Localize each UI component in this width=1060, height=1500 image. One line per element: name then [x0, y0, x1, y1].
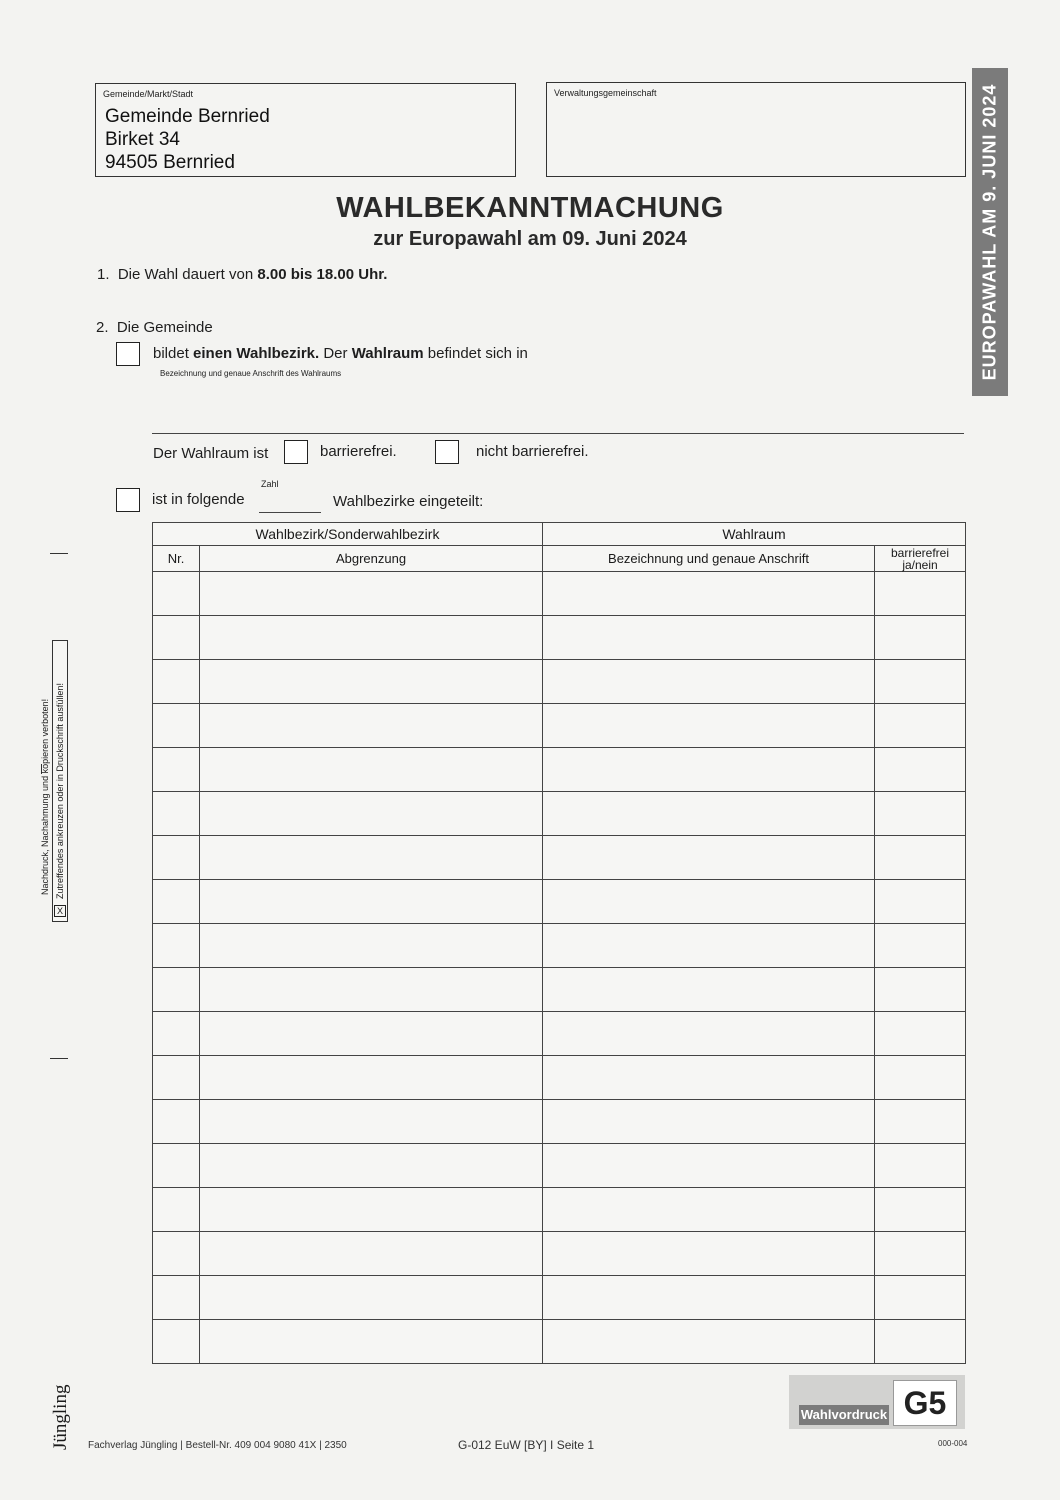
barrier-free-checkbox[interactable]	[284, 440, 308, 464]
address-hint: Bezeichnung und genaue Anschrift des Wahlraums	[160, 369, 342, 378]
municipality-label: Gemeinde/Markt/Stadt	[103, 89, 194, 99]
cell-barrierefrei[interactable]	[875, 616, 966, 660]
cell-abgrenzung[interactable]	[200, 572, 543, 616]
cell-abgrenzung[interactable]	[200, 1144, 543, 1188]
fill-notice-checkmark: X	[54, 905, 66, 917]
cell-nr[interactable]	[153, 1188, 200, 1232]
table-row	[153, 1276, 966, 1320]
administrative-community-box	[546, 82, 966, 177]
table-body	[153, 572, 966, 1364]
form-label: Wahlvordruck	[800, 1407, 888, 1422]
footer-publisher: Fachverlag Jüngling | Bestell-Nr. 409 004 9080 41X | 2350	[88, 1440, 347, 1451]
cell-anschrift[interactable]	[543, 1188, 875, 1232]
multiple-districts-checkbox[interactable]	[116, 488, 140, 512]
cell-nr[interactable]	[153, 748, 200, 792]
cell-anschrift[interactable]	[543, 616, 875, 660]
form-label-box	[799, 1405, 889, 1425]
cell-nr[interactable]	[153, 1012, 200, 1056]
polling-room-bold: Wahlraum	[351, 345, 424, 362]
cell-abgrenzung[interactable]	[200, 1232, 543, 1276]
form-code-box	[893, 1380, 957, 1426]
cell-abgrenzung[interactable]	[200, 968, 543, 1012]
count-label: Zahl	[261, 479, 279, 489]
cell-anschrift[interactable]	[543, 1012, 875, 1056]
cell-abgrenzung[interactable]	[200, 1320, 543, 1364]
cell-anschrift[interactable]	[543, 968, 875, 1012]
cell-abgrenzung[interactable]	[200, 836, 543, 880]
barrier-free-label: barrierefrei.	[320, 443, 397, 460]
footer-page: G-012 EuW [BY] I Seite 1	[458, 1438, 595, 1452]
cell-anschrift[interactable]	[543, 924, 875, 968]
table-row	[153, 660, 966, 704]
fill-notice-text: Zutreffendes ankreuzen oder in Druckschrift ausfüllen!	[55, 683, 65, 899]
table-row	[153, 1100, 966, 1144]
not-barrier-free-checkbox[interactable]	[435, 440, 459, 464]
item-1-hours: 8.00 bis 18.00 Uhr.	[257, 266, 388, 283]
table-row	[153, 1012, 966, 1056]
fold-mark-top	[50, 553, 68, 554]
cell-barrierefrei[interactable]	[875, 660, 966, 704]
fill-notice-box	[52, 640, 68, 922]
side-banner-text: EUROPAWAHL AM 9. JUNI 2024	[979, 83, 1000, 381]
table-group-polling-room: Wahlraum	[543, 523, 966, 546]
cell-abgrenzung[interactable]	[200, 924, 543, 968]
cell-nr[interactable]	[153, 1276, 200, 1320]
cell-nr[interactable]	[153, 1232, 200, 1276]
cell-abgrenzung[interactable]	[200, 1276, 543, 1320]
cell-barrierefrei[interactable]	[875, 880, 966, 924]
municipality-box	[95, 83, 516, 177]
cell-abgrenzung[interactable]	[200, 1100, 543, 1144]
page-subtitle: zur Europawahl am 09. Juni 2024	[373, 228, 687, 250]
cell-abgrenzung[interactable]	[200, 792, 543, 836]
cell-nr[interactable]	[153, 1056, 200, 1100]
cell-barrierefrei[interactable]	[875, 748, 966, 792]
single-district-text	[153, 345, 528, 362]
single-district-checkbox[interactable]	[116, 342, 140, 366]
item-1-text: 1. Die Wahl dauert von	[97, 266, 258, 283]
single-district-pre: bildet	[153, 345, 194, 362]
table-row	[153, 1232, 966, 1276]
cell-barrierefrei[interactable]	[875, 1012, 966, 1056]
table-group-district: Wahlbezirk/Sonderwahlbezirk	[153, 523, 543, 546]
table-row	[153, 924, 966, 968]
publisher-logo	[50, 1370, 80, 1460]
single-district-bold: einen Wahlbezirk.	[193, 345, 320, 362]
cell-anschrift[interactable]	[543, 704, 875, 748]
cell-anschrift[interactable]	[543, 1276, 875, 1320]
cell-anschrift[interactable]	[543, 1100, 875, 1144]
not-barrier-free-label: nicht barrierefrei.	[476, 443, 589, 460]
cell-barrierefrei[interactable]	[875, 1232, 966, 1276]
item-1	[97, 266, 387, 283]
district-count-field[interactable]	[259, 490, 321, 513]
address-line-1: Gemeinde Bernried	[105, 106, 270, 127]
cell-nr[interactable]	[153, 572, 200, 616]
cell-nr[interactable]	[153, 616, 200, 660]
cell-barrierefrei[interactable]	[875, 1144, 966, 1188]
form-code: G5	[903, 1385, 947, 1421]
cell-anschrift[interactable]	[543, 1056, 875, 1100]
districts-table	[152, 522, 966, 1364]
cell-anschrift[interactable]	[543, 1232, 875, 1276]
cell-abgrenzung[interactable]	[200, 880, 543, 924]
cell-anschrift[interactable]	[543, 880, 875, 924]
cell-barrierefrei[interactable]	[875, 836, 966, 880]
single-district-post: befindet sich in	[423, 345, 528, 362]
fold-mark-bottom	[50, 1058, 68, 1059]
table-row	[153, 748, 966, 792]
table-row	[153, 1320, 966, 1364]
address-line-2: Birket 34	[105, 129, 180, 150]
cell-nr[interactable]	[153, 1144, 200, 1188]
cell-barrierefrei[interactable]	[875, 1320, 966, 1364]
table-row	[153, 792, 966, 836]
footer-small-code: 000-004	[938, 1439, 968, 1448]
multiple-districts-text: ist in folgende	[152, 491, 245, 508]
publisher-logo-text: Jüngling	[50, 1384, 71, 1450]
cell-nr[interactable]	[153, 792, 200, 836]
address-line-3: 94505 Bernried	[105, 152, 235, 173]
polling-room-address-field[interactable]	[152, 380, 964, 434]
table-row	[153, 880, 966, 924]
cell-anschrift[interactable]	[543, 1144, 875, 1188]
cell-abgrenzung[interactable]	[200, 1012, 543, 1056]
table-row	[153, 1144, 966, 1188]
cell-barrierefrei[interactable]	[875, 572, 966, 616]
cell-nr[interactable]	[153, 836, 200, 880]
cell-nr[interactable]	[153, 1100, 200, 1144]
item-2-label: 2. Die Gemeinde	[96, 319, 213, 336]
cell-abgrenzung[interactable]	[200, 748, 543, 792]
cell-barrierefrei[interactable]	[875, 924, 966, 968]
table-row	[153, 1188, 966, 1232]
cell-barrierefrei[interactable]	[875, 1100, 966, 1144]
cell-abgrenzung[interactable]	[200, 616, 543, 660]
cell-anschrift[interactable]	[543, 660, 875, 704]
administrative-community-label: Verwaltungsgemeinschaft	[554, 88, 657, 98]
cell-barrierefrei[interactable]	[875, 792, 966, 836]
cell-nr[interactable]	[153, 704, 200, 748]
table-row	[153, 968, 966, 1012]
page-title: WAHLBEKANNTMACHUNG	[336, 192, 724, 224]
cell-barrierefrei[interactable]	[875, 704, 966, 748]
cell-nr[interactable]	[153, 968, 200, 1012]
table-row	[153, 1056, 966, 1100]
cell-abgrenzung[interactable]	[200, 1056, 543, 1100]
table-row	[153, 572, 966, 616]
cell-barrierefrei[interactable]	[875, 968, 966, 1012]
cell-nr[interactable]	[153, 880, 200, 924]
single-district-mid: Der	[319, 345, 352, 362]
cell-anschrift[interactable]	[543, 748, 875, 792]
polling-room-label: Der Wahlraum ist	[153, 445, 269, 462]
table-row	[153, 836, 966, 880]
copy-notice: Nachdruck, Nachahmung und kopieren verboten!	[40, 698, 50, 895]
cell-barrierefrei[interactable]	[875, 1056, 966, 1100]
cell-abgrenzung[interactable]	[200, 660, 543, 704]
col-nr: Nr.	[153, 546, 200, 572]
cell-barrierefrei[interactable]	[875, 1188, 966, 1232]
cell-anschrift[interactable]	[543, 1320, 875, 1364]
cell-anschrift[interactable]	[543, 572, 875, 616]
cell-anschrift[interactable]	[543, 836, 875, 880]
col-abgrenzung: Abgrenzung	[200, 546, 543, 572]
cell-nr[interactable]	[153, 924, 200, 968]
cell-anschrift[interactable]	[543, 792, 875, 836]
cell-nr[interactable]	[153, 1320, 200, 1364]
multiple-districts-post: Wahlbezirke eingeteilt:	[333, 493, 484, 510]
table-row	[153, 616, 966, 660]
cell-abgrenzung[interactable]	[200, 704, 543, 748]
col-anschrift: Bezeichnung und genaue Anschrift	[543, 546, 875, 572]
col-barrierefrei: barrierefrei ja/nein	[875, 546, 966, 572]
cell-barrierefrei[interactable]	[875, 1276, 966, 1320]
cell-nr[interactable]	[153, 660, 200, 704]
cell-abgrenzung[interactable]	[200, 1188, 543, 1232]
side-banner	[972, 68, 1008, 396]
form-badge	[789, 1375, 965, 1429]
table-row	[153, 704, 966, 748]
